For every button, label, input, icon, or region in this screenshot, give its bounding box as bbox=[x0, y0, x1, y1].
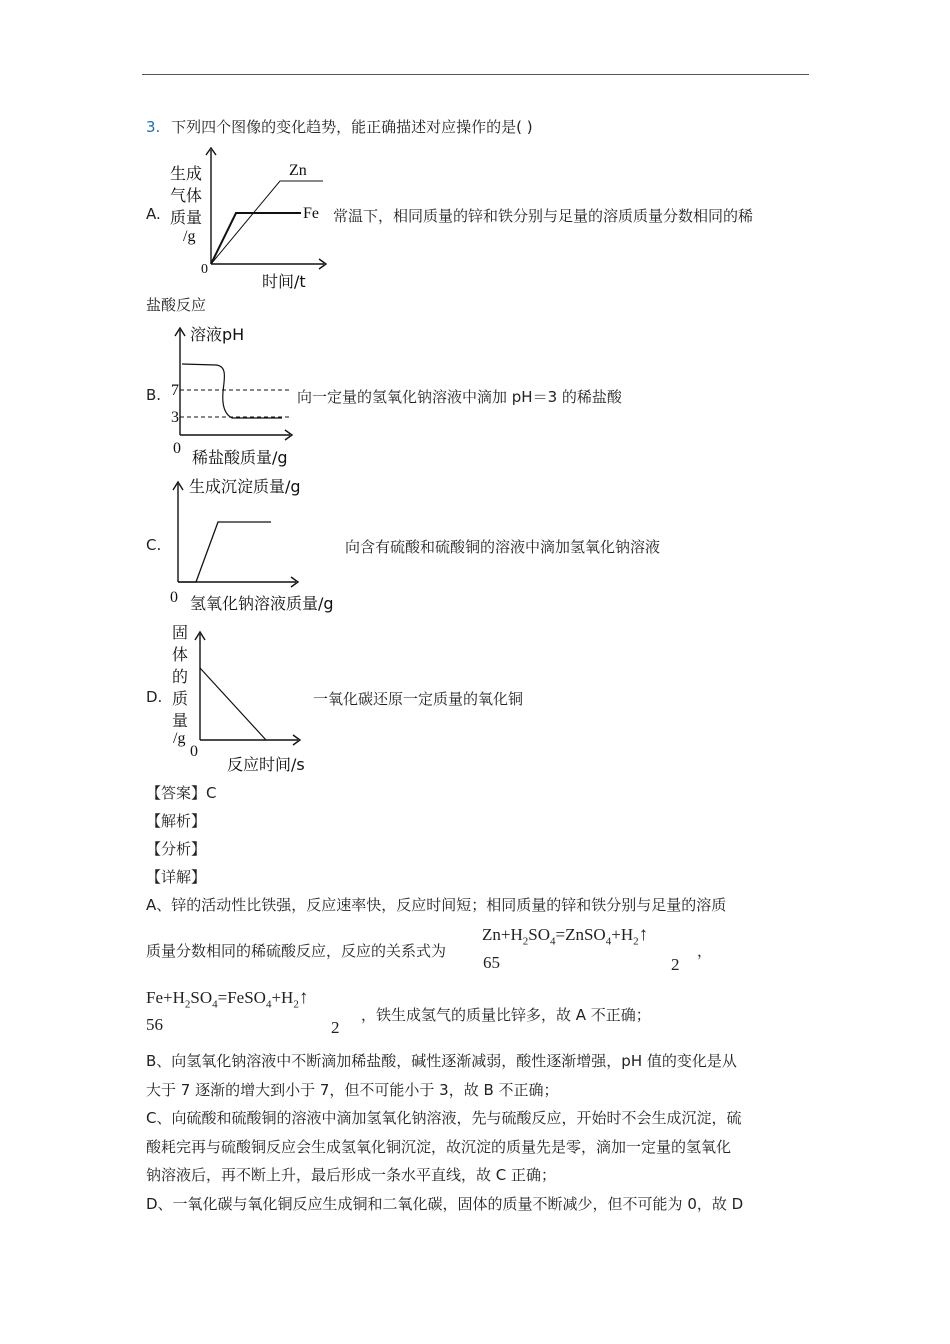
explanation-c-line2: 酸耗完再与硫酸铜反应会生成氢氧化铜沉淀，故沉淀的质量先是零，滴加一定量的氢氧化 bbox=[146, 1138, 732, 1156]
option-c-xlabel: 氢氧化钠溶液质量/g bbox=[190, 594, 334, 613]
explanation-a-line1: A、锌的活动性比铁强，反应速率快，反应时间短；相同质量的锌和铁分别与足量的溶质 bbox=[146, 896, 727, 914]
detail-label: 【详解】 bbox=[146, 868, 207, 886]
equation-zn bbox=[482, 924, 648, 947]
option-d-ylabel-6: /g bbox=[173, 730, 186, 747]
option-b-xlabel: 稀盐酸质量/g bbox=[192, 448, 288, 467]
question-number-separator: . bbox=[155, 118, 161, 136]
option-a-ylabel-2: 气体 bbox=[170, 186, 203, 205]
option-d-origin: 0 bbox=[190, 743, 198, 760]
eq1-sub2b: 2 bbox=[633, 935, 639, 948]
option-a-xlabel: 时间/t bbox=[262, 272, 306, 291]
explanation-c-line1: C、向硫酸和硫酸铜的溶液中滴加氢氧化钠溶液，先与硫酸反应，开始时不会生成沉淀，硫 bbox=[146, 1109, 742, 1127]
option-c-ylabel: 生成沉淀质量/g bbox=[189, 477, 301, 496]
option-b-ylabel: 溶液pH bbox=[190, 325, 245, 344]
eq1-so: SO bbox=[528, 925, 550, 944]
eq2-sub4: 4 bbox=[212, 998, 218, 1011]
option-d-ylabel-1: 固 bbox=[172, 623, 189, 642]
eq2-mass-fe: 56 bbox=[146, 1015, 163, 1034]
eq1-sub4b: 4 bbox=[605, 935, 612, 948]
option-d-text: 一氧化碳还原一定质量的氧化铜 bbox=[313, 690, 524, 708]
analysis-label: 【解析】 bbox=[146, 812, 207, 830]
option-d-ylabel-2: 体 bbox=[172, 645, 189, 664]
question-number: 3 bbox=[146, 118, 156, 136]
option-a-origin: 0 bbox=[201, 262, 208, 277]
option-b-tick-3: 3 bbox=[171, 409, 179, 426]
eq2-plus2: + bbox=[271, 988, 282, 1007]
eq2-so: SO bbox=[190, 988, 213, 1007]
eq1-plus1: + bbox=[500, 925, 511, 944]
eq2-feso: FeSO bbox=[227, 988, 266, 1007]
option-d-ylabel-4: 质 bbox=[172, 689, 189, 708]
option-d-xlabel: 反应时间/s bbox=[227, 755, 305, 774]
eq1-mass-zn: 65 bbox=[483, 953, 500, 972]
explanation-a-line3: ，铁生成氢气的质量比锌多，故 A 不正确； bbox=[361, 1006, 651, 1024]
eq1-znso: ZnSO bbox=[565, 925, 606, 944]
explanation-a-line2: 质量分数相同的稀硫酸反应，反应的关系式为 bbox=[146, 942, 447, 960]
option-a-series-zn: Zn bbox=[289, 162, 307, 179]
eq2-fe: Fe bbox=[146, 988, 163, 1007]
option-d-solid-mass-line bbox=[200, 668, 266, 740]
explanation-b-line2: 大于 7 逐渐的增大到小于 7，但不可能小于 3，故 B 不正确； bbox=[146, 1081, 559, 1099]
question-stem: 下列四个图像的变化趋势，能正确描述对应操作的是( ) bbox=[171, 118, 533, 136]
option-c-origin: 0 bbox=[170, 589, 178, 606]
option-a-letter: A. bbox=[146, 205, 161, 223]
option-b-origin: 0 bbox=[173, 440, 181, 457]
eq1-sub4: 4 bbox=[550, 935, 556, 948]
eq1-comma: ， bbox=[697, 942, 713, 960]
option-b-tick-7: 7 bbox=[171, 382, 179, 399]
answer-label: 【答案】C bbox=[146, 784, 217, 802]
eq1-zn: Zn bbox=[482, 925, 501, 944]
option-a-text-line1: 常温下，相同质量的锌和铁分别与足量的溶质质量分数相同的稀 bbox=[333, 207, 754, 225]
option-a-ylabel-1: 生成 bbox=[170, 164, 203, 183]
equation-fe bbox=[146, 987, 308, 1010]
option-b-letter: B. bbox=[146, 386, 162, 404]
eq1-h2: H bbox=[620, 925, 634, 944]
option-d-letter: D. bbox=[146, 688, 163, 706]
option-a-ylabel-3: 质量 bbox=[170, 208, 203, 227]
eq2-sub2: 2 bbox=[184, 998, 191, 1011]
eq2-h2: H bbox=[281, 988, 294, 1007]
eq2-h: H bbox=[172, 988, 185, 1007]
eq2-eq: = bbox=[217, 988, 228, 1007]
option-d-ylabel-3: 的 bbox=[172, 667, 189, 686]
eq2-mass-h2: 2 bbox=[331, 1018, 340, 1037]
option-b-text: 向一定量的氢氧化钠溶液中滴加 pH＝3 的稀盐酸 bbox=[297, 388, 622, 406]
eq1-arrow: ↑ bbox=[638, 924, 649, 945]
eq2-sub4b: 4 bbox=[265, 998, 272, 1011]
eq2-sub2b: 2 bbox=[293, 998, 299, 1011]
eq1-plus2: + bbox=[611, 925, 621, 944]
explanation-b-line1: B、向氢氧化钠溶液中不断滴加稀盐酸，碱性逐渐减弱，酸性逐渐增强，pH 值的变化是从 bbox=[146, 1052, 737, 1070]
option-a-text-line2: 盐酸反应 bbox=[146, 296, 207, 314]
fenxi-label: 【分析】 bbox=[146, 840, 207, 858]
explanation-c-line3: 钠溶液后，再不断上升，最后形成一条水平直线，故 C 正确； bbox=[146, 1166, 557, 1184]
eq1-h: H bbox=[510, 925, 523, 944]
option-d-ylabel-5: 量 bbox=[172, 711, 189, 730]
eq2-arrow: ↑ bbox=[298, 987, 309, 1008]
option-c-letter: C. bbox=[146, 536, 162, 554]
option-c-text: 向含有硫酸和硫酸铜的溶液中滴加氢氧化钠溶液 bbox=[345, 538, 661, 556]
eq1-mass-h2: 2 bbox=[671, 955, 680, 974]
option-a-series-fe: Fe bbox=[303, 205, 319, 222]
eq1-eq: = bbox=[555, 925, 566, 944]
option-a-ylabel-4: /g bbox=[183, 228, 196, 245]
explanation-d-line1: D、一氧化碳与氧化铜反应生成铜和二氧化碳，固体的质量不断减少，但不可能为 0，故 D bbox=[146, 1195, 744, 1213]
eq2-plus1: + bbox=[163, 988, 173, 1007]
eq1-sub2: 2 bbox=[522, 935, 529, 948]
